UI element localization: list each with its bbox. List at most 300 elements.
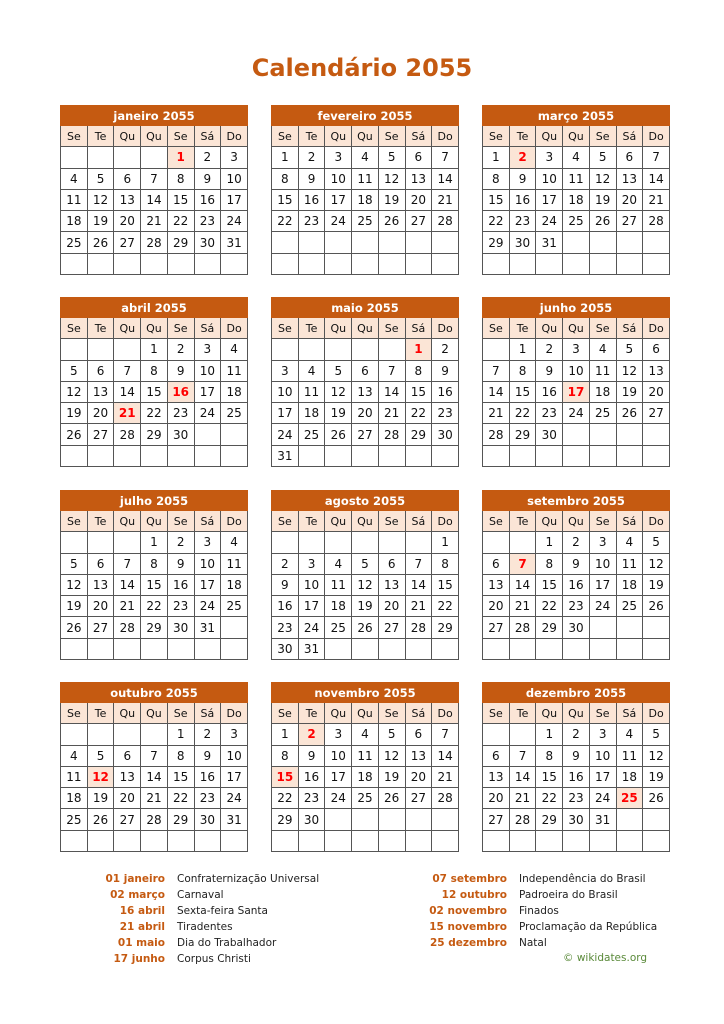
day-cell: 6 [483, 745, 510, 766]
holiday-day-cell: 7 [509, 553, 536, 574]
day-cell: 22 [141, 596, 168, 617]
day-cell: 14 [432, 745, 459, 766]
day-cell: 29 [167, 809, 194, 830]
empty-cell [352, 830, 379, 851]
day-cell: 6 [643, 339, 670, 360]
weekday-header: Qu [563, 318, 590, 339]
weekday-header: Se [272, 703, 299, 724]
day-cell: 8 [432, 553, 459, 574]
empty-cell [509, 830, 536, 851]
empty-cell [87, 830, 114, 851]
day-cell: 15 [141, 381, 168, 402]
weekday-header: Te [298, 126, 325, 147]
day-cell: 22 [536, 596, 563, 617]
empty-cell [509, 724, 536, 745]
day-cell: 21 [378, 403, 405, 424]
weekday-header: Se [167, 126, 194, 147]
day-cell: 30 [167, 617, 194, 638]
weekday-header: Se [272, 126, 299, 147]
weekday-header: Te [509, 511, 536, 532]
weekday-header: Do [643, 703, 670, 724]
day-cell: 4 [563, 147, 590, 168]
empty-cell [643, 232, 670, 253]
day-cell: 19 [378, 189, 405, 210]
day-cell: 6 [483, 553, 510, 574]
weekday-header: Se [589, 703, 616, 724]
day-cell: 4 [616, 724, 643, 745]
empty-cell [221, 253, 248, 274]
empty-cell [432, 445, 459, 466]
empty-cell [298, 532, 325, 553]
weekday-header: Qu [563, 511, 590, 532]
weekday-header: Se [378, 703, 405, 724]
weekday-header: Qu [563, 703, 590, 724]
day-cell: 3 [194, 339, 221, 360]
day-cell: 30 [509, 232, 536, 253]
day-cell: 4 [298, 360, 325, 381]
day-cell: 2 [194, 724, 221, 745]
day-cell: 7 [141, 168, 168, 189]
day-cell: 17 [589, 574, 616, 595]
day-cell: 2 [432, 339, 459, 360]
day-cell: 17 [298, 596, 325, 617]
holiday-name: Independência do Brasil [519, 873, 646, 885]
day-cell: 26 [61, 617, 88, 638]
holiday-name: Finados [519, 905, 559, 917]
day-cell: 19 [589, 189, 616, 210]
day-cell: 18 [352, 766, 379, 787]
empty-cell [352, 232, 379, 253]
holiday-day-cell: 25 [616, 788, 643, 809]
day-cell: 10 [298, 574, 325, 595]
day-cell: 11 [221, 553, 248, 574]
empty-cell [589, 445, 616, 466]
weekday-header: Te [87, 703, 114, 724]
day-cell: 18 [61, 788, 88, 809]
month-title: março 2055 [483, 106, 670, 126]
holiday-item [60, 903, 319, 919]
holiday-item [395, 919, 657, 935]
empty-cell [509, 638, 536, 659]
day-cell: 2 [563, 532, 590, 553]
empty-cell [643, 830, 670, 851]
day-cell: 12 [352, 574, 379, 595]
day-cell: 28 [432, 211, 459, 232]
day-cell: 29 [536, 809, 563, 830]
day-cell: 8 [272, 168, 299, 189]
weekday-header: Se [61, 126, 88, 147]
holiday-day-cell: 12 [87, 766, 114, 787]
day-cell: 27 [405, 211, 432, 232]
weekday-header: Sá [194, 318, 221, 339]
weekday-header: Se [272, 511, 299, 532]
day-cell: 28 [141, 809, 168, 830]
month-calendar [60, 490, 248, 660]
day-cell: 5 [589, 147, 616, 168]
weekday-header: Do [643, 126, 670, 147]
weekday-header: Se [589, 511, 616, 532]
holiday-name: Proclamação da República [519, 921, 658, 933]
day-cell: 13 [114, 766, 141, 787]
day-cell: 21 [509, 596, 536, 617]
empty-cell [432, 830, 459, 851]
empty-cell [378, 532, 405, 553]
empty-cell [167, 445, 194, 466]
day-cell: 17 [536, 189, 563, 210]
weekday-header: Se [483, 511, 510, 532]
day-cell: 5 [378, 724, 405, 745]
day-cell: 10 [536, 168, 563, 189]
day-cell: 22 [141, 403, 168, 424]
day-cell: 9 [167, 360, 194, 381]
day-cell: 3 [536, 147, 563, 168]
day-cell: 1 [509, 339, 536, 360]
month-title: dezembro 2055 [483, 683, 670, 703]
day-cell: 11 [589, 360, 616, 381]
day-cell: 11 [563, 168, 590, 189]
empty-cell [483, 445, 510, 466]
holiday-name: Confraternização Universal [177, 873, 320, 885]
holiday-item [60, 951, 319, 967]
day-cell: 1 [272, 147, 299, 168]
day-cell: 28 [378, 424, 405, 445]
empty-cell [141, 253, 168, 274]
weekday-header: Do [432, 126, 459, 147]
empty-cell [563, 232, 590, 253]
weekday-header: Te [509, 703, 536, 724]
day-cell: 10 [325, 745, 352, 766]
weekday-header: Te [298, 511, 325, 532]
day-cell: 11 [325, 574, 352, 595]
day-cell: 25 [61, 232, 88, 253]
empty-cell [298, 232, 325, 253]
day-cell: 11 [221, 360, 248, 381]
day-cell: 3 [325, 147, 352, 168]
empty-cell [589, 638, 616, 659]
day-cell: 31 [298, 638, 325, 659]
day-cell: 9 [272, 574, 299, 595]
empty-cell [61, 445, 88, 466]
empty-cell [589, 617, 616, 638]
weekday-header: Se [272, 318, 299, 339]
empty-cell [352, 445, 379, 466]
day-cell: 7 [378, 360, 405, 381]
day-cell: 23 [167, 403, 194, 424]
day-cell: 21 [509, 788, 536, 809]
day-cell: 27 [87, 617, 114, 638]
day-cell: 9 [298, 168, 325, 189]
day-cell: 3 [221, 147, 248, 168]
day-cell: 24 [563, 403, 590, 424]
weekday-header: Qu [141, 511, 168, 532]
day-cell: 2 [272, 553, 299, 574]
empty-cell [405, 532, 432, 553]
month-title: novembro 2055 [272, 683, 459, 703]
day-cell: 26 [616, 403, 643, 424]
day-cell: 3 [298, 553, 325, 574]
holiday-day-cell: 17 [563, 381, 590, 402]
day-cell: 24 [221, 211, 248, 232]
holiday-date: 12 outubro [441, 889, 507, 901]
weekday-header: Do [221, 126, 248, 147]
day-cell: 12 [87, 189, 114, 210]
holiday-date: 07 setembro [432, 873, 507, 885]
day-cell: 20 [483, 596, 510, 617]
weekday-header: Qu [114, 703, 141, 724]
day-cell: 10 [563, 360, 590, 381]
empty-cell [114, 339, 141, 360]
holiday-day-cell: 1 [405, 339, 432, 360]
day-cell: 6 [87, 360, 114, 381]
day-cell: 18 [221, 574, 248, 595]
day-cell: 22 [167, 211, 194, 232]
day-cell: 5 [87, 168, 114, 189]
day-cell: 9 [563, 553, 590, 574]
empty-cell [536, 830, 563, 851]
day-cell: 4 [352, 724, 379, 745]
day-cell: 4 [61, 168, 88, 189]
day-cell: 15 [536, 574, 563, 595]
day-cell: 19 [87, 211, 114, 232]
day-cell: 27 [483, 809, 510, 830]
month-title: abril 2055 [61, 298, 248, 318]
empty-cell [483, 830, 510, 851]
month-calendar [271, 682, 459, 852]
month-title: maio 2055 [272, 298, 459, 318]
empty-cell [378, 232, 405, 253]
weekday-header: Qu [114, 511, 141, 532]
empty-cell [616, 424, 643, 445]
day-cell: 27 [87, 424, 114, 445]
day-cell: 31 [589, 809, 616, 830]
empty-cell [563, 253, 590, 274]
weekday-header: Sá [194, 126, 221, 147]
day-cell: 11 [616, 745, 643, 766]
day-cell: 5 [643, 532, 670, 553]
day-cell: 29 [432, 617, 459, 638]
day-cell: 10 [589, 553, 616, 574]
holiday-name: Natal [519, 937, 547, 949]
holiday-date: 25 dezembro [430, 937, 507, 949]
weekday-header: Do [432, 703, 459, 724]
day-cell: 24 [325, 211, 352, 232]
day-cell: 14 [509, 574, 536, 595]
empty-cell [298, 339, 325, 360]
day-cell: 1 [141, 339, 168, 360]
weekday-header: Qu [141, 126, 168, 147]
month-title: junho 2055 [483, 298, 670, 318]
month-title: setembro 2055 [483, 491, 670, 511]
day-cell: 14 [141, 766, 168, 787]
day-cell: 22 [536, 788, 563, 809]
day-cell: 17 [272, 403, 299, 424]
empty-cell [378, 830, 405, 851]
holiday-date: 02 março [110, 889, 165, 901]
day-cell: 15 [167, 189, 194, 210]
day-cell: 21 [432, 189, 459, 210]
day-cell: 14 [509, 766, 536, 787]
day-cell: 13 [87, 574, 114, 595]
holiday-item [60, 935, 319, 951]
day-cell: 8 [167, 745, 194, 766]
day-cell: 29 [509, 424, 536, 445]
day-cell: 20 [114, 211, 141, 232]
day-cell: 26 [325, 424, 352, 445]
day-cell: 17 [194, 574, 221, 595]
day-cell: 28 [114, 424, 141, 445]
empty-cell [141, 830, 168, 851]
empty-cell [536, 638, 563, 659]
day-cell: 31 [194, 617, 221, 638]
day-cell: 10 [325, 168, 352, 189]
weekday-header: Do [221, 703, 248, 724]
day-cell: 8 [536, 745, 563, 766]
day-cell: 14 [114, 574, 141, 595]
day-cell: 9 [509, 168, 536, 189]
day-cell: 25 [563, 211, 590, 232]
weekday-header: Se [167, 511, 194, 532]
day-cell: 7 [643, 147, 670, 168]
empty-cell [616, 253, 643, 274]
day-cell: 28 [483, 424, 510, 445]
day-cell: 18 [616, 574, 643, 595]
day-cell: 12 [378, 745, 405, 766]
holiday-item [60, 887, 319, 903]
day-cell: 4 [616, 532, 643, 553]
weekday-header: Sá [616, 318, 643, 339]
day-cell: 14 [141, 189, 168, 210]
empty-cell [221, 424, 248, 445]
empty-cell [643, 617, 670, 638]
day-cell: 27 [114, 809, 141, 830]
weekday-header: Do [221, 318, 248, 339]
month-calendar [60, 297, 248, 467]
day-cell: 28 [114, 617, 141, 638]
day-cell: 23 [563, 596, 590, 617]
month-calendar [482, 297, 670, 467]
day-cell: 23 [298, 211, 325, 232]
weekday-header: Do [643, 318, 670, 339]
day-cell: 30 [298, 809, 325, 830]
day-cell: 18 [616, 766, 643, 787]
empty-cell [563, 830, 590, 851]
weekday-header: Te [298, 318, 325, 339]
day-cell: 28 [509, 617, 536, 638]
day-cell: 27 [616, 211, 643, 232]
day-cell: 12 [378, 168, 405, 189]
empty-cell [509, 253, 536, 274]
day-cell: 7 [432, 724, 459, 745]
day-cell: 14 [432, 168, 459, 189]
empty-cell [194, 445, 221, 466]
page-title: Calendário 2055 [251, 54, 473, 82]
empty-cell [405, 253, 432, 274]
weekday-header: Sá [616, 511, 643, 532]
weekday-header: Qu [325, 511, 352, 532]
day-cell: 23 [298, 788, 325, 809]
empty-cell [61, 339, 88, 360]
day-cell: 19 [616, 381, 643, 402]
empty-cell [87, 724, 114, 745]
day-cell: 26 [643, 596, 670, 617]
month-calendar [271, 490, 459, 660]
day-cell: 6 [378, 553, 405, 574]
empty-cell [616, 830, 643, 851]
empty-cell [352, 339, 379, 360]
weekday-header: Se [483, 318, 510, 339]
weekday-header: Se [61, 511, 88, 532]
day-cell: 28 [643, 211, 670, 232]
day-cell: 21 [483, 403, 510, 424]
day-cell: 6 [114, 168, 141, 189]
empty-cell [352, 253, 379, 274]
day-cell: 23 [563, 788, 590, 809]
day-cell: 18 [298, 403, 325, 424]
day-cell: 16 [194, 766, 221, 787]
day-cell: 23 [272, 617, 299, 638]
day-cell: 17 [221, 766, 248, 787]
day-cell: 24 [589, 596, 616, 617]
empty-cell [563, 424, 590, 445]
empty-cell [643, 253, 670, 274]
day-cell: 2 [563, 724, 590, 745]
empty-cell [298, 253, 325, 274]
empty-cell [483, 724, 510, 745]
day-cell: 8 [141, 360, 168, 381]
day-cell: 5 [61, 553, 88, 574]
empty-cell [87, 445, 114, 466]
day-cell: 14 [643, 168, 670, 189]
day-cell: 1 [536, 532, 563, 553]
day-cell: 28 [141, 232, 168, 253]
weekday-header: Qu [563, 126, 590, 147]
day-cell: 3 [272, 360, 299, 381]
day-cell: 12 [61, 574, 88, 595]
day-cell: 20 [405, 189, 432, 210]
empty-cell [405, 809, 432, 830]
empty-cell [194, 830, 221, 851]
day-cell: 22 [483, 211, 510, 232]
day-cell: 4 [221, 532, 248, 553]
day-cell: 25 [325, 617, 352, 638]
weekday-header: Do [432, 511, 459, 532]
day-cell: 28 [432, 788, 459, 809]
day-cell: 19 [61, 403, 88, 424]
empty-cell [141, 445, 168, 466]
weekday-header: Qu [141, 318, 168, 339]
weekday-header: Sá [405, 511, 432, 532]
day-cell: 24 [272, 424, 299, 445]
day-cell: 20 [87, 596, 114, 617]
weekday-header: Qu [114, 318, 141, 339]
holiday-date: 17 junho [113, 953, 165, 965]
day-cell: 21 [432, 766, 459, 787]
weekday-header: Qu [536, 318, 563, 339]
day-cell: 22 [405, 403, 432, 424]
empty-cell [616, 232, 643, 253]
day-cell: 27 [483, 617, 510, 638]
month-title: outubro 2055 [61, 683, 248, 703]
empty-cell [483, 253, 510, 274]
day-cell: 24 [325, 788, 352, 809]
day-cell: 12 [61, 381, 88, 402]
empty-cell [221, 445, 248, 466]
day-cell: 7 [483, 360, 510, 381]
empty-cell [272, 532, 299, 553]
weekday-header: Qu [536, 703, 563, 724]
day-cell: 25 [616, 596, 643, 617]
day-cell: 16 [298, 766, 325, 787]
